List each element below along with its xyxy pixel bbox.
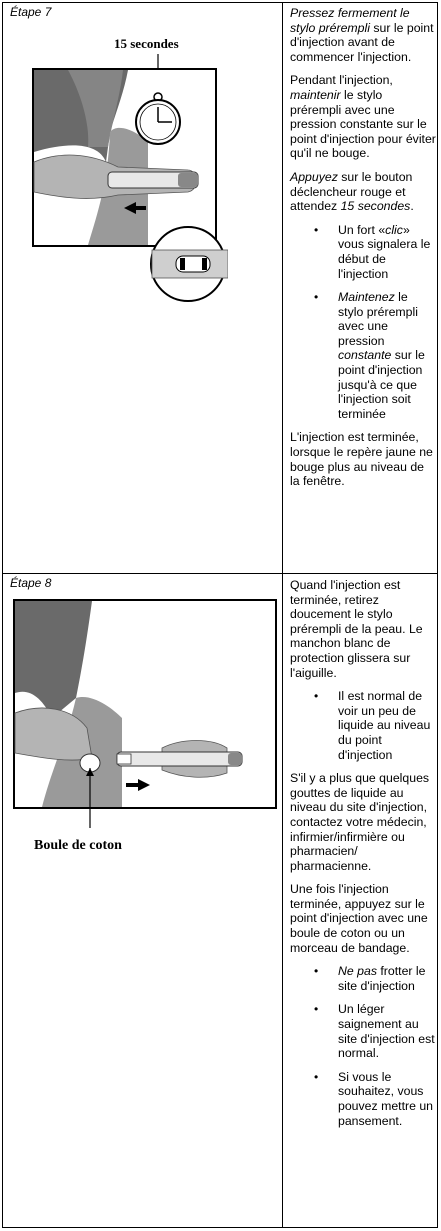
step-8-bullet-4: • Si vous le souhaitez, vous pouvez mettre un pansement. (290, 1070, 436, 1128)
bullet-2-emphasis-1: Maintenez (338, 290, 395, 305)
step-7-paragraph-1 (290, 6, 436, 64)
table-border-top (2, 2, 438, 3)
bullet-1-emphasis: clic (385, 222, 403, 237)
step-7-p1-emphasis: Pressez fermement le stylo prérempli (290, 6, 410, 35)
step-7-bullet-list (290, 223, 436, 422)
step-7-p1-text: sur le point d'injection avant de commencer l'injection. (290, 20, 434, 64)
row-divider (2, 573, 438, 574)
step-8-illustration (12, 598, 280, 828)
step-7-p2-text: le stylo prérempli avec une pression constante sur le point d'injection pour éviter qu'il ne bouge. (290, 87, 436, 161)
step-7-instructions (290, 6, 436, 498)
step-7-bullet-1 (290, 223, 436, 281)
step-7-p2-pre: Pendant l'injection, (290, 73, 393, 88)
step-7-paragraph-4: L'injection est terminée, lorsque le repère jaune ne bouge plus au niveau de la fenêtre. (290, 430, 433, 489)
step-8-bullet-list-1 (290, 689, 436, 762)
step-7-p3-end: . (410, 199, 414, 214)
timer-caption: 15 secondes (114, 36, 179, 51)
table-border-bottom (2, 1227, 438, 1228)
cotton-caption: Boule de coton (34, 838, 122, 853)
step-7-paragraph-3 (290, 170, 436, 214)
bullet-1-pre: Un fort « (338, 222, 386, 237)
step-8-label: Étape 8 (10, 576, 52, 590)
step-8-paragraph-1: Quand l'injection est terminée, retirez doucement le stylo prérempli de la peau. Le manchon blanc de protection glissera sur l'aiguille. (290, 578, 423, 680)
step-8-bullet-1: • Il est normal de voir un peu de liquide au niveau du point d'injection (290, 689, 436, 762)
instructions-table (2, 2, 438, 1228)
step-7-p2-emphasis: maintenir (290, 87, 341, 102)
step-8-bullet-3: • Un léger saignement au site d'injection est normal. (290, 1002, 436, 1060)
step-7-p3-emphasis-1: Appuyez (290, 169, 338, 184)
step-7-p3-text: sur le bouton déclencheur rouge et attendez (290, 169, 413, 214)
step-8-bullet-2 (290, 964, 436, 993)
table-border-left (2, 2, 3, 1228)
step-7-illustration (28, 52, 228, 302)
step-7-bullet-2 (290, 290, 436, 421)
step-7-p3-emphasis-2: 15 secondes (340, 199, 411, 214)
step-7-paragraph-2 (290, 73, 436, 161)
step-8-instructions (290, 578, 436, 1137)
step-8-paragraph-2: S'il y a plus que quelques gouttes de liquide au niveau du site d'injection, contactez votre médecin, infirmier/infirmière ou pharmacien/ pharmacienne. (290, 771, 430, 873)
bullet-2-emphasis-2: constante (338, 348, 392, 363)
step-8-bullet-list-2 (290, 964, 436, 1128)
bullet-2-emphasis: Ne pas (338, 964, 377, 979)
table-border-right (437, 2, 438, 1228)
bullet-2-rest: sur le point d'injection jusqu'à ce que l'injection soit terminée (338, 348, 425, 421)
bullet-2-text: frotter le site d'injection (338, 964, 426, 993)
bullet-1-text: » vous signalera le début de l'injection (338, 222, 431, 281)
step-8-paragraph-3: Une fois l'injection terminée, appuyez sur le point d'injection avec une boule de coton ou un morceau de bandage. (290, 882, 428, 955)
bullet-2-text: le stylo prérempli avec une pression (338, 290, 418, 348)
step-7-label: Étape 7 (10, 5, 52, 19)
column-divider (282, 2, 283, 1228)
